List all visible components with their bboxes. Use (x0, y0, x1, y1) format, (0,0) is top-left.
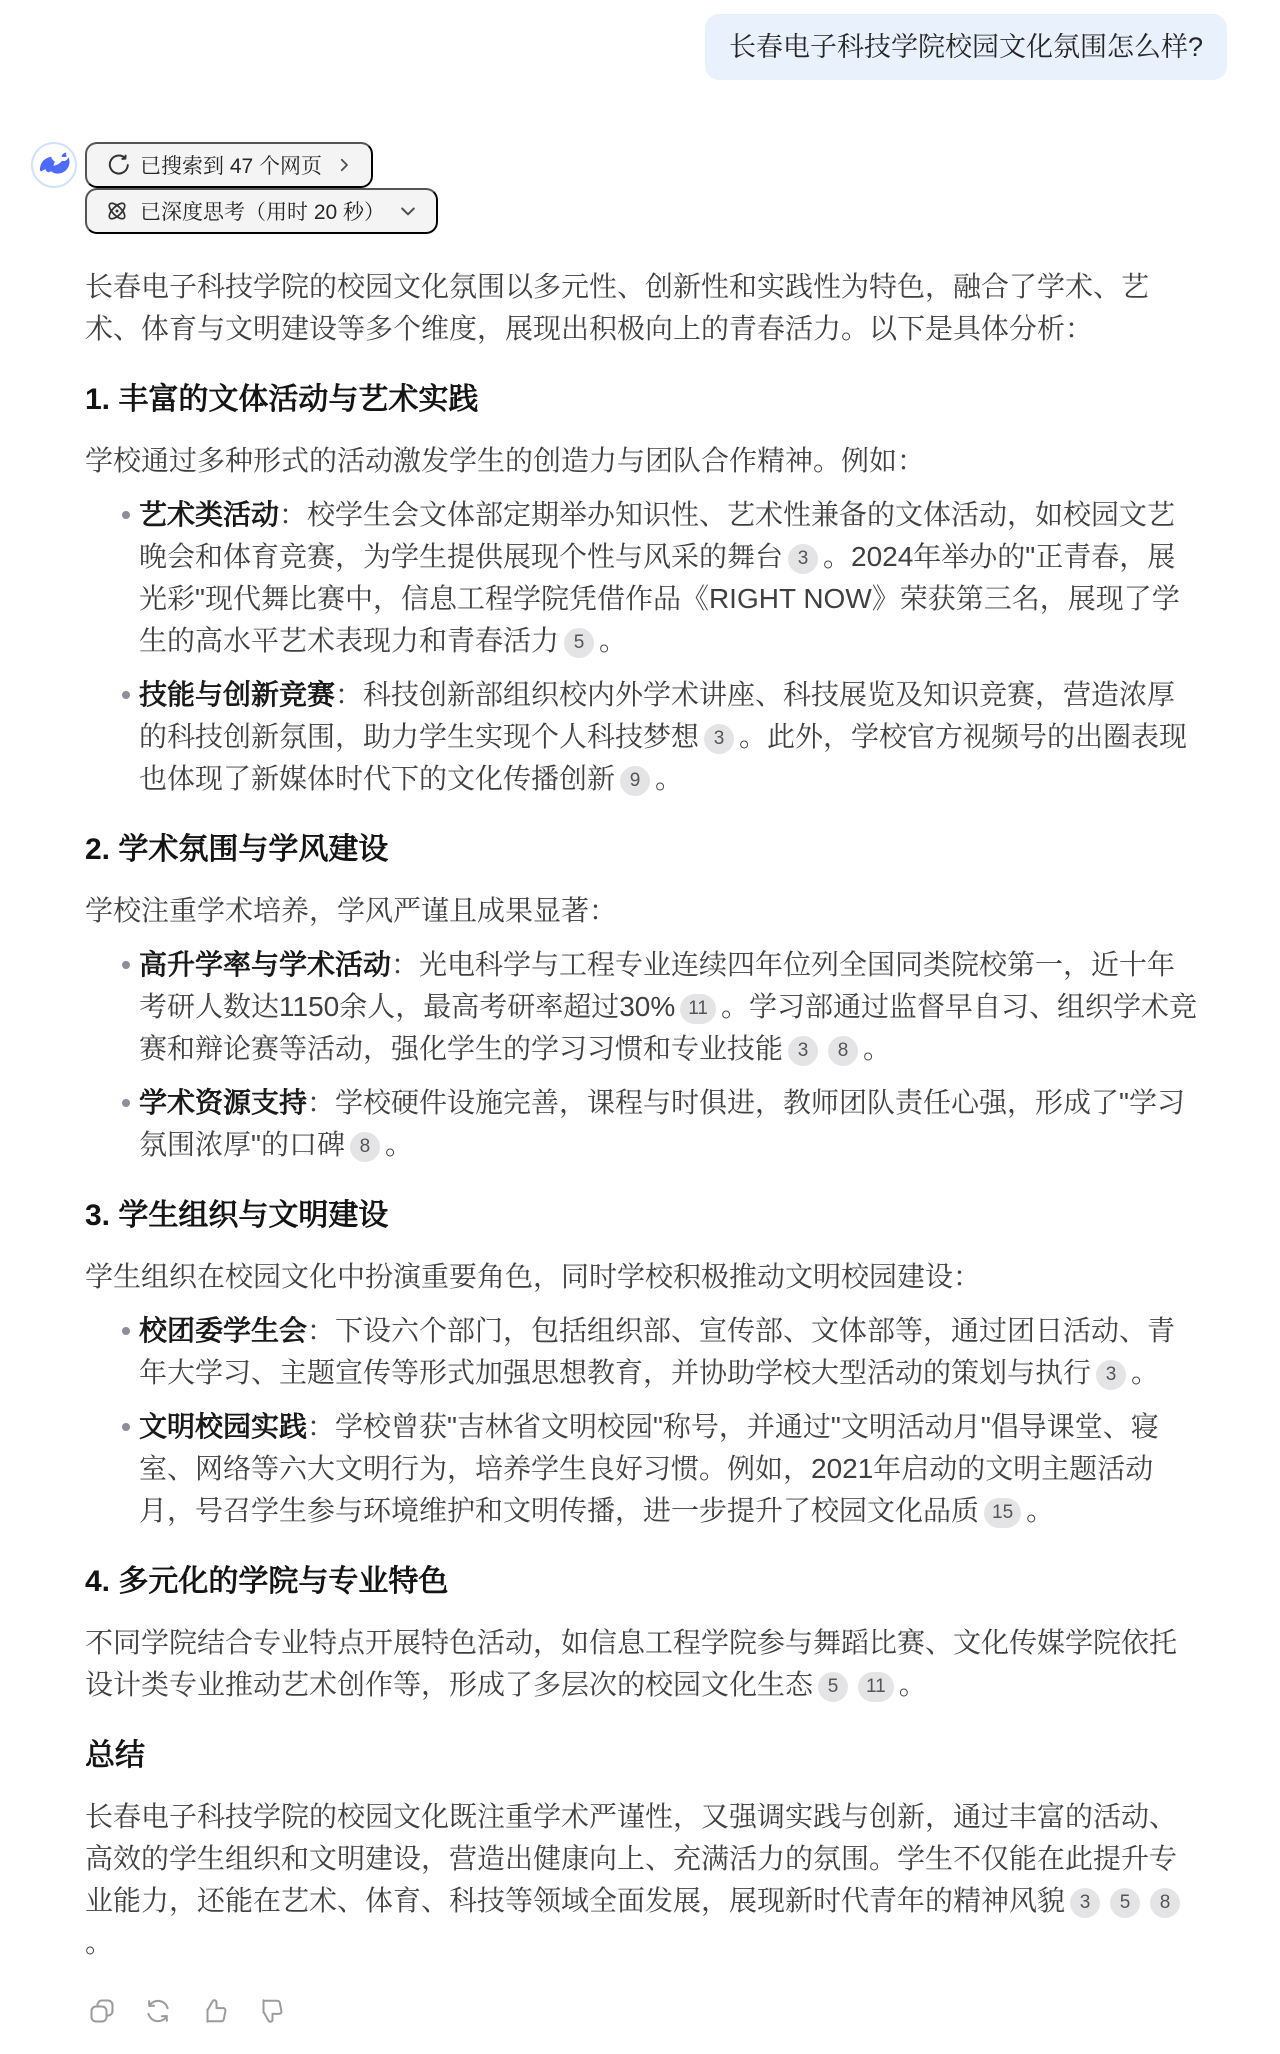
user-message-row (85, 14, 1227, 80)
citation-badge[interactable]: 9 (620, 766, 650, 796)
section-heading: 4. 多元化的学院与专业特色 (85, 1565, 449, 1598)
chevron-down-icon (398, 201, 418, 221)
regenerate-icon (143, 1996, 173, 2026)
web-search-icon (105, 153, 129, 177)
deep-think-label: 已深度思考（用时 20 秒） (140, 201, 386, 224)
section-bullet-list (85, 944, 1197, 1166)
section-paragraph: 长春电子科技学院的校园文化既注重学术严谨性，又强调实践与创新，通过丰富的活动、高效的学生组织和文明建设，营造出健康向上、充满活力的氛围。学生不仅能在此提升专业能力，还能在艺术、体育、科技等领域全面发展，展现新时代青年的精神风貌 3 5 8。 (85, 1796, 1197, 1964)
thumbs-down-button[interactable] (253, 1994, 287, 2028)
section-bullet-list (85, 1310, 1197, 1532)
section-heading: 总结 (85, 1739, 145, 1772)
atom-icon (105, 199, 129, 223)
citation-badge[interactable]: 5 (564, 628, 594, 658)
thumbs-down-icon (255, 1996, 285, 2026)
citation-badge[interactable]: 11 (680, 994, 716, 1024)
bullet-item: 文明校园实践：学校曾获"吉林省文明校园"称号，并通过"文明活动月"倡导课堂、寝室、网络等六大文明行为，培养学生良好习惯。例如，2021年启动的文明主题活动月，号召学生参与环境维护和文明传播，进一步提升了校园文化品质 15 。 (85, 1406, 1197, 1532)
bullet-item: 高升学率与学术活动：光电科学与工程专业连续四年位列全国同类院校第一，近十年考研人数达1150余人，最高考研率超过30% 11 。学习部通过监督早自习、组织学术竞赛和辩论赛等活动，强化学生的学习习惯和专业技能 3 8 。 (85, 944, 1197, 1070)
assistant-message (85, 142, 1227, 2028)
section-bullet-list (85, 494, 1197, 800)
citation-badge[interactable]: 11 (858, 1672, 894, 1702)
citation-badge[interactable]: 3 (1096, 1360, 1126, 1390)
bullet-item: 技能与创新竞赛：科技创新部组织校内外学术讲座、科技展览及知识竞赛，营造浓厚的科技创新氛围，助力学生实现个人科技梦想 3 。此外，学校官方视频号的出圈表现也体现了新媒体时代下的文化传播创新 9 。 (85, 674, 1197, 800)
citation-badge[interactable]: 3 (1070, 1888, 1100, 1918)
citation-badge[interactable]: 3 (788, 1036, 818, 1066)
section-heading: 2. 学术氛围与学风建设 (85, 833, 389, 866)
assistant-avatar (31, 142, 77, 188)
section-lead: 学校通过多种形式的活动激发学生的创造力与团队合作精神。例如： (85, 445, 926, 476)
citation-badge[interactable]: 8 (350, 1132, 380, 1162)
section-paragraph: 不同学院结合专业特点开展特色活动，如信息工程学院参与舞蹈比赛、文化传媒学院依托设计类专业推动艺术创作等，形成了多层次的校园文化生态 5 11 。 (85, 1627, 1178, 1700)
searched-pages-label: 已搜索到 47 个网页 (140, 155, 323, 178)
bullet-term: 艺术类活动 (139, 499, 280, 530)
copy-button[interactable] (85, 1994, 119, 2028)
bullet-item: 学术资源支持：学校硬件设施完善，课程与时俱进，教师团队责任心强，形成了"学习氛围浓厚"的口碑 8 。 (85, 1082, 1197, 1166)
section-lead: 学校注重学术培养，学风严谨且成果显著： (85, 895, 618, 926)
citation-badge[interactable]: 3 (704, 724, 734, 754)
thumbs-up-icon (199, 1996, 229, 2026)
citation-badge[interactable]: 5 (1110, 1888, 1140, 1918)
user-message-bubble: 长春电子科技学院校园文化氛围怎么样? (705, 14, 1227, 80)
citation-badge[interactable]: 8 (1150, 1888, 1180, 1918)
citation-badge[interactable]: 3 (788, 544, 818, 574)
thumbs-up-button[interactable] (197, 1994, 231, 2028)
bullet-term: 学术资源支持 (139, 1087, 308, 1118)
regenerate-button[interactable] (141, 1994, 175, 2028)
sections-container (85, 380, 1197, 1964)
intro-paragraph: 长春电子科技学院的校园文化氛围以多元性、创新性和实践性为特色，融合了学术、艺术、体育与文明建设等多个维度，展现出积极向上的青春活力。以下是具体分析： (85, 271, 1150, 344)
deep-think-chip[interactable] (85, 188, 438, 234)
bullet-term: 文明校园实践 (139, 1411, 308, 1442)
message-action-bar (85, 1994, 1227, 2028)
citation-badge[interactable]: 8 (828, 1036, 858, 1066)
bullet-term: 技能与创新竞赛 (139, 679, 336, 710)
copy-icon (87, 1996, 117, 2026)
bullet-term: 校团委学生会 (139, 1315, 308, 1346)
bullet-item: 校团委学生会：下设六个部门，包括组织部、宣传部、文体部等，通过团日活动、青年大学习、主题宣传等形式加强思想教育，并协助学校大型活动的策划与执行 3 。 (85, 1310, 1197, 1394)
section-heading: 3. 学生组织与文明建设 (85, 1199, 389, 1232)
chevron-right-icon (335, 156, 353, 174)
section-heading: 1. 丰富的文体活动与艺术实践 (85, 383, 479, 416)
deepseek-whale-logo-icon (38, 147, 70, 184)
assistant-markdown (85, 266, 1197, 1964)
searched-pages-chip[interactable] (85, 142, 373, 188)
section-lead: 学生组织在校园文化中扮演重要角色，同时学校积极推动文明校园建设： (85, 1261, 982, 1292)
think-chip-row (85, 188, 1227, 234)
bullet-term: 高升学率与学术活动 (139, 949, 392, 980)
bullet-item: 艺术类活动：校学生会文体部定期举办知识性、艺术性兼备的文体活动，如校园文艺晚会和体育竞赛，为学生提供展现个性与风采的舞台 3 。2024年举办的"正青春，展光彩"现代舞比赛中，信息工程学院凭借作品《RIGHT NOW》荣获第三名，展现了学生的高水平艺术表现力和青春活力 5 。 (85, 494, 1197, 662)
search-chip-row (85, 142, 1227, 188)
citation-badge[interactable]: 5 (818, 1672, 848, 1702)
citation-badge[interactable]: 15 (984, 1498, 1021, 1528)
